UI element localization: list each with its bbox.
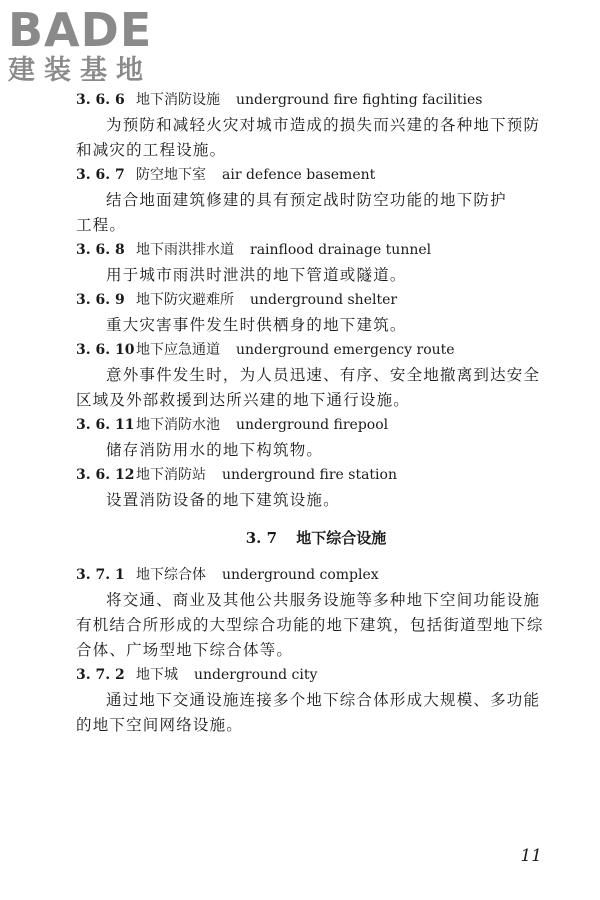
- term-entry: [76, 163, 556, 188]
- term-definition-line: 通过地下交通设施连接多个地下综合体形成大规模、多功能: [106, 691, 541, 709]
- term-definition-line: 重大灾害事件发生时供栖身的地下建筑。: [106, 316, 407, 334]
- term-chinese: 地下综合体: [136, 567, 206, 583]
- term-number: 3. 6. 7: [76, 167, 125, 183]
- term-english: underground fire fighting facilities: [236, 92, 483, 108]
- term-english: air defence basement: [222, 167, 376, 183]
- term-english: underground fire station: [222, 467, 397, 483]
- term-chinese: 地下消防设施: [136, 92, 220, 108]
- term-definition-line: 设置消防设备的地下建筑设施。: [106, 491, 340, 509]
- term-english: underground emergency route: [236, 342, 455, 358]
- term-number: 3. 7. 2: [76, 667, 125, 683]
- term-definition-line: 意外事件发生时，为人员迅速、有序、安全地撤离到达安全: [106, 366, 541, 384]
- logo-wordmark: BADE: [8, 3, 153, 57]
- term-chinese: 地下应急通道: [136, 342, 220, 358]
- term-entry: [76, 88, 556, 113]
- term-number: 3. 6. 11: [76, 417, 135, 433]
- term-entry: [76, 338, 556, 363]
- section-heading: [76, 527, 556, 549]
- term-definition-line: 工程。: [76, 216, 127, 234]
- term-definition-line: 合体、广场型地下综合体等。: [76, 641, 294, 659]
- term-definition-line: 和减灾的工程设施。: [76, 141, 227, 159]
- term-definition-line: 储存消防用水的地下构筑物。: [106, 441, 324, 459]
- term-chinese: 防空地下室: [136, 167, 206, 183]
- term-definition-line: 将交通、商业及其他公共服务设施等多种地下空间功能设施: [106, 591, 541, 609]
- term-entry: [76, 563, 556, 588]
- document-body: [76, 88, 556, 738]
- page-number: 11: [520, 846, 542, 866]
- term-number: 3. 6. 9: [76, 292, 125, 308]
- term-chinese: 地下雨洪排水道: [136, 242, 234, 258]
- term-definition-line: 用于城市雨洪时泄洪的地下管道或隧道。: [106, 266, 407, 284]
- term-number: 3. 6. 12: [76, 467, 135, 483]
- term-chinese: 地下防灾避难所: [136, 292, 234, 308]
- term-number: 3. 6. 6: [76, 92, 125, 108]
- term-chinese: 地下消防站: [136, 467, 206, 483]
- term-english: underground shelter: [250, 292, 398, 308]
- term-chinese: 地下消防水池: [136, 417, 220, 433]
- section-number: 3. 7: [245, 529, 278, 547]
- term-definition-line: 区域及外部救援到达所兴建的地下通行设施。: [76, 391, 411, 409]
- term-number: 3. 6. 10: [76, 342, 135, 358]
- term-entry: [76, 663, 556, 688]
- section-title: 地下综合设施: [296, 529, 387, 547]
- term-entry: [76, 288, 556, 313]
- entries-3-6: [76, 88, 556, 513]
- term-definition-line: 的地下空间网络设施。: [76, 716, 244, 734]
- bade-logo: [8, 3, 178, 88]
- logo-subtitle: 建装基地: [8, 55, 152, 86]
- entries-3-7: [76, 563, 556, 738]
- term-definition-line: 有机结合所形成的大型综合功能的地下建筑，包括街道型地下综: [76, 616, 544, 634]
- term-definition-line: 结合地面建筑修建的具有预定战时防空功能的地下防护: [106, 191, 507, 209]
- term-entry: [76, 238, 556, 263]
- term-english: rainflood drainage tunnel: [250, 242, 432, 258]
- term-english: underground city: [194, 667, 318, 683]
- term-number: 3. 6. 8: [76, 242, 125, 258]
- term-entry: [76, 413, 556, 438]
- term-chinese: 地下城: [136, 667, 178, 683]
- term-definition-line: 为预防和减轻火灾对城市造成的损失而兴建的各种地下预防: [106, 116, 541, 134]
- term-entry: [76, 463, 556, 488]
- term-english: underground firepool: [236, 417, 389, 433]
- term-english: underground complex: [222, 567, 379, 583]
- term-number: 3. 7. 1: [76, 567, 125, 583]
